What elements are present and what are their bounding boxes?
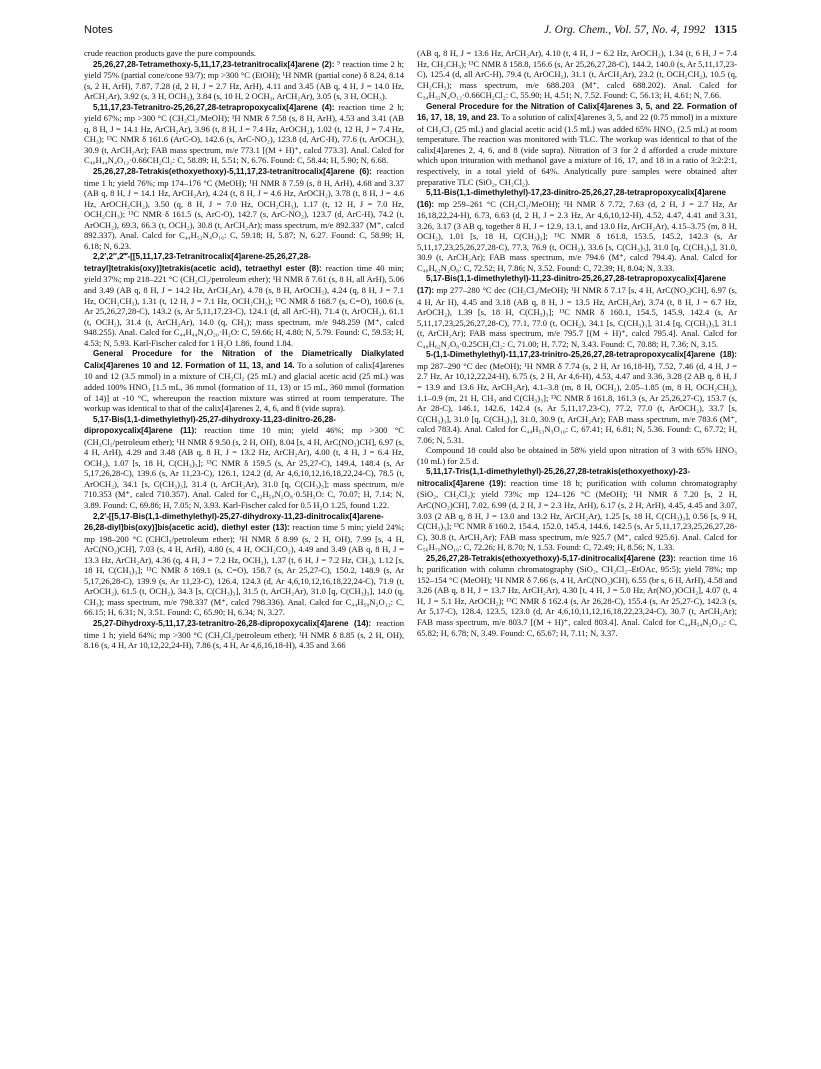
compound-heading: 2,2′,2″,2‴-[[5,11,17,23-Tetranitrocalix[4]arene-25,26,27,28-tetrayl]tetrakis(oxy)]tetrakis(acetic acid), tetraethyl ester (8): [84, 252, 322, 273]
paragraph-text: mp 277–280 °C dec (CH₂Cl₂/MeOH); ¹H NMR δ 7.17 [s, 4 H, ArC(NO₂)CH], 6.97 (s, 4 H, Ar H), 4.45 and 3.18 (AB q, 8 H, J = 13.5 Hz, ArCH₂Ar), 3.74 (t, 8 H, J = 6.7 Hz, ArOCH₂), 1.39 [s, 18 H, C(CH₃)₃]; ¹³C NMR δ 160.1, 154.5, 145.9, 142.4 (s, Ar 5,11,17,23,25,26,27,28-C), 77.1, 77.0 (t, OCH₂), 34.1 [s, C(CH₃)₃], 31.4 [q, C(CH₃)₃], 31.1 (t, ArCH₂Ar); FAB mass spectrum, m/e 795.7 [(M + H)⁺, calcd 795.4]. Anal. Calcd for C₄₈H₆₂N₂O₈·0.25CH₂Cl₂: C, 71.00; H, 7.72; N, 3.43. Found: C, 70.88; H, 7.36; N, 3.15. [417, 285, 737, 349]
compound-heading: 25,27-Dihydroxy-5,11,17,23-tetranitro-26,28-dipropoxycalix[4]arene (14): [93, 618, 372, 628]
paragraph-text: To a solution of calix[4]arenes 10 and 12 (3.5 mmol) in a mixture of CH₂Cl₂ (25 mL) and glacial acetic acid (25 mL) was added 100% HNO₃ [1.5 mL, 36 mmol (formation of 11, 13) or 15 mL, 360 mmol (formation of 14)] at -10 °C, whereupon the reaction mixture was stirred at room temperature. The workup was identical to that of the calix[4]arenes 2, 4, 6, and 8 (vide supra). [84, 359, 404, 414]
paragraph-text: reaction time 5 min; yield 24%; mp 198–200 °C (CHCl₃/petroleum ether); ¹H NMR δ 8.99 (s, 2 H, OH), 7.99 [s, 4 H, ArC(NO₂)CH], 7.03 (s, 4 H, ArH), 4.80 (s, 4 H, OCH₂CO₂), 4.49 and 3.49 (AB q, 8 H, J = 13.3 Hz, ArCH₂Ar), 4.36 (q, 4 H, J = 7.2 Hz, OCH₂), 1.37 (t, 6 H, J = 7.2 Hz, CH₃), 1.12 [s, 18 H, C(CH₃)₃]; ¹³C NMR δ 169.1 (s, C=O), 158.7 (s, Ar 25,27-C), 150.2, 148.9 (s, Ar 5,17,26,28-C), 139.9 (s, Ar 11,23-C), 126.4, 124.3 (d, Ar 4,6,10,12,16,18,22,24-C), 71.9 (t, ArOCH₂), 61.5 (t, OCH₂), 34.3 [s, C(CH₃)₃], 31.5 (t, ArCH₂Ar), 31.0 [q, C(CH₃)₃], 14.0 (q, CH₃); mass spectrum, m/e 798.337 (M⁺, calcd 798.336). Anal. Calcd for C₄₄H₅₀N₂O₁₂: C, 66.15; H, 6.31; N, 3.51. Found: C, 65.90; H, 6.34; N, 3.27. [84, 522, 404, 618]
compound-heading: 5,11-Bis(1,1-dimethylethyl)-17,23-dinitro-25,26,27,28-tetrapropoxycalix[4]arene (16): [417, 188, 727, 209]
right-column [417, 48, 737, 1048]
page-number: 1315 [714, 24, 737, 36]
paragraph [417, 101, 737, 187]
paragraph-text: (AB q, 8 H, J = 13.6 Hz, ArCH₂Ar), 4.10 (t, 4 H, J = 6.2 Hz, ArOCH₂), 1.34 (t, 6 H, J = 7.4 Hz, CH₂CH₃); ¹³C NMR δ 158.8, 156.6 (s, Ar 25,26,27,28-C), 144.2, 140.0 (s, Ar 5,11,17,23-C), 125.4 (d, all ArC-H), 79.4 (t, ArOCH₂), 31.1 (t, ArCH₂Ar), 23.2 (t, OCH₂CH₂), 10.5 (q, CH₂CH₃); mass spectrum, m/e 688.203 (M⁺, calcd 688.202). Anal. Calcd for C₃₄H₃₂N₄O₁₂·0.66CH₂Cl₂: C, 55.90; H, 4.51; N, 7.52. Found: C, 56.13; H, 4.61; N, 7.66. [417, 48, 737, 101]
paragraph-text: Compound 18 could also be obtained in 58% yield upon nitration of 3 with 65% HNO₃ (10 mL) for 2.5 d. [417, 445, 737, 466]
paragraph [84, 251, 404, 348]
journal-citation [544, 24, 737, 36]
paragraph [417, 445, 737, 466]
paragraph [84, 166, 404, 251]
compound-heading: 2,2′-[[5,17-Bis(1,1-dimethylethyl)-25,27-dihydroxy-11,23-dinitrocalix[4]arene-26,28-diyl]bis(oxy)]bis(acetic acid), diethyl ester (13): [84, 511, 384, 533]
paragraph-text: reaction time 1 h; yield 76%; mp 174–176 °C (MeOH); ¹H NMR δ 7.59 (s, 8 H, ArH), 4.68 and 3.37 (AB q, 8 H, J = 14.1 Hz, ArCH₂Ar), 4.24 (t, 8 H, J = 4.6 Hz, ArOCH₂), 3.78 (t, 8 H, J = 4.6 Hz, ArOCH₂CH₂), 3.50 (q, 8 H, J = 7.0 Hz, OCH₂CH₃), 1.17 (t, 12 H, J = 7.0 Hz, OCH₂CH₃); ¹³C NMR δ 161.5 (s, ArC-O), 142.7 (s, ArC-NO₂), 123.7 (d, ArC-H), 74.2 (t, ArOCH₂), 69.3, 66.3 (t, OCH₂), 30.8 (t, ArCH₂Ar); mass spectrum, m/e 892.337 (M⁺, calcd 892.337). Anal. Calcd for C₄₄H₅₂N₄O₁₆: C, 59.18; H, 5.87; N, 6.27. Found: C, 58.99; H, 6.18; N, 6.23. [84, 166, 404, 251]
paragraph [417, 273, 737, 349]
compound-heading: General Procedure for the Nitration of the Diametrically Dialkylated Calix[4]arenes 10 and 12. Formation of 11, 13, and 14. [84, 349, 404, 370]
paragraph [84, 348, 404, 413]
paragraph [84, 414, 404, 511]
compound-heading: General Procedure for the Nitration of Calix[4]arenes 3, 5, and 22. Formation of 16, 17, 18, 19, and 23. [417, 101, 737, 123]
paragraph-text: crude reaction products gave the pure compounds. [84, 48, 257, 58]
paragraph [417, 48, 737, 101]
journal-name: J. Org. Chem., [543, 24, 612, 36]
paragraph-text: reaction time 10 min; yield 46%; mp >300 °C (CH₂Cl₂/petroleum ether); ¹H NMR δ 9.50 (s, 2 H, OH), 8.04 [s, 4 H, ArC(NO₂)CH], 6.97 (s, 4 H, ArH), 4.29 and 3.48 (AB q, 8 H, J = 13.2 Hz, ArCH₂Ar), 4.00 (t, 4 H, J = 6.4 Hz, OCH₂), 1.07 [s, 18 H, C(CH₃)₃]; ¹³C NMR δ 159.5 (s, Ar 25,27-C), 149.4, 148.4 (s, Ar 5,17,26,28-C), 139.6 (s, Ar 11,23-C), 126.1, 124.2 (d, Ar 4,6,10,12,16,18,22,24-C), 78.5 (t, ArOCH₂), 34.1 [s, C(CH₃)₃], 31.4 (t, ArCH₂Ar), 31.0 [q, C(CH₃)₃]; mass spectrum, m/e 710.353 (M⁺, calcd 710.357). Anal. Calcd for C₄₂H₅₀N₂O₈·0.5H₂O: C, 70.07; H, 7.14; N, 3.89. Found: C, 69.86; H, 7.05; N, 3.93. Karl-Fischer calcd for 0.5 H₂O 1.25, found 1.22. [84, 425, 404, 510]
compound-heading: 5-(1,1-Dimethylethyl)-11,17,23-trinitro-25,26,27,28-tetrapropoxycalix[4]arene (18): [426, 350, 737, 360]
compound-heading: 5,17-Bis(1,1-dimethylethyl)-25,27-dihydroxy-11,23-dinitro-26,28-dipropoxycalix[4]arene (11): [84, 414, 336, 436]
paragraph [84, 618, 404, 651]
journal-volume: Vol. 57, No. 4, 1992 [614, 24, 706, 36]
paragraph-text: mp 287–290 °C dec (MeOH); ¹H NMR δ 7.74 (s, 2 H, Ar 16,18-H), 7.52, 7.46 (d, 4 H, J = 2.7 Hz, Ar 10,12,22,24-H), 6.75 (s, 2 H, Ar 4,6-H), 4.53, 4.47 and 3.36, 3.28 (2 AB q, 8 H, J = 13.9 and 13.6 Hz, ArCH₂Ar), 4.1–3.8 (m, 8 H, OCH₂), 2.05–1.85 (m, 8 H, OCH₂CH₂), 1.1–0.9 (m, 21 H, CH₃ and C(CH₃)₃]; ¹³C NMR δ 161.8, 161.3 (s, Ar 25,26,27-C), 153.7 (s, Ar 28-C), 146.1, 142.6, 142.4 (s, Ar 5,11,17,23-C), 77.2, 77.0 (t, ArOCH₂), 33.7 [s, C(CH₃)₃], 31.0 [q, C(CH₃)₃], 31.0, 30.9 (t, ArCH₂Ar); FAB mass spectrum, m/e 783.6 (M⁺, calcd 783.4). Anal. Calcd for C₄₄H₅₃N₃O₁₀: C, 67.41; H, 6.81; N, 5.36. Found: C, 67.72; H, 7.06; N, 5.31. [417, 360, 737, 445]
paragraph [417, 349, 737, 445]
paragraph-text: reaction time 16 h; purification with column chromatography (SiO₂, CH₂Cl₂–EtOAc, 95:5); yield 78%; mp 152–154 °C (MeOH); ¹H NMR δ 7.66 (s, 4 H, ArC(NO₂)CH), 6.55 (br s, 6 H, ArH), 4.58 and 3.26 (AB q, 8 H, J = 13.7 Hz, ArCH₂Ar), 4.30 [t, 4 H, J = 5.0 Hz, Ar(NO₂)OCH₂], 4.07 (t, 4 H, J = 5.1 Hz, ArOCH₂); ¹³C NMR δ 162.4 (s, Ar 26,28-C), 155.4 (s, Ar 25,27-C), 142.3 (s, Ar 5,17-C), 128.4, 123.5, 123.0 (d, Ar 4,6,10,11,12,16,18,22,23,24-C), 30.7 (t, ArCH₂Ar); FAB mass spectrum, m/e 803.7 [(M + H)⁺, calcd 803.4]. Anal. Calcd for C₄₄H₅₄N₂O₁₂: C, 65.82; H, 6.78; N, 3.49. Found: C, 65.67; H, 7.11; N, 3.37. [417, 552, 737, 638]
compound-heading: 5,11,17,23-Tetranitro-25,26,27,28-tetrapropoxycalix[4]arene (4): [93, 102, 335, 112]
compound-heading: 25,26,27,28-Tetrakis(ethoxyethoxy)-5,17-dinitrocalix[4]arene (23): [426, 553, 676, 563]
compound-heading: 5,17-Bis(1,1-dimethylethyl)-11,23-dinitro-25,26,27,28-tetrapropoxycalix[4]arene (17): [417, 274, 727, 296]
paragraph [417, 553, 737, 638]
paragraph-text: To a solution of calix[4]arenes 3, 5, and 22 (0.75 mmol) in a mixture of CH₂Cl₂ (25 mL) and glacial acetic acid (1.5 mL) was added 65% HNO₃ (2.5 mL) at room temperature. The reaction was monitored with TLC. The workup was identical to that of the calix[4]arenes 2, 4, 6, and 8 (vide supra). Nitration of 3 for 2 d afforded a crude mixture which upon trituration with methanol gave a mixture of 16, 17, and 18 in a ratio of 3:2:2:1, respectively, in a total yield of 64%. Analytically pure samples were obtained after preparative TLC (SiO₂, CH₂Cl₂). [417, 112, 737, 187]
paragraph-text: reaction time 18 h; purification with column chromatography (SiO₂, CH₂Cl₂); yield 73%; mp 124–126 °C (MeOH); ¹H NMR δ 7.20 [s, 2 H, ArC(NO₂)CH], 7.02, 6.99 (d, 2 H, J = 2.3 Hz, ArH), 6.17 (s, 2 H, ArH), 4.45, 4.45 and 3.07, 3.03 (2 AB q, 8 H, J = 13.0 and 13.2 Hz, ArCH₂Ar), 1.25 [s, 18 H, C(CH₃)₃], 0.56 [s, 9 H, C(CH₃)₃]; ¹³C NMR δ 160.2, 154.4, 152.0, 145.4, 144.6, 142.5 (s, Ar 5,11,17,23,25,26,27,28-C), 30.8 (t, ArCH₂Ar); FAB mass spectrum, m/e 925.7 (M⁺, calcd 925.6). Anal. Calcd for C₅₆H₇₉NO₁₀: C, 72.26; H, 8.70; N, 1.53. Found: C, 72.49; H, 8.56; N, 1.33. [417, 477, 737, 553]
paragraph [417, 187, 737, 273]
paragraph [84, 59, 404, 102]
compound-heading: 25,26,27,28-Tetrakis(ethoxyethoxy)-5,11,17,23-tetranitrocalix[4]arene (6): [93, 167, 372, 177]
paragraph [84, 511, 404, 618]
paragraph [84, 102, 404, 166]
paragraph-text: reaction time 1 h; yield 64%; mp >300 °C (CH₂Cl₂/petroleum ether); ¹H NMR δ 8.85 (s, 2 H, OH), 8.16 (s, 4 H, Ar 10,12,22,24-H), 7.86 (s, 4 H, Ar 4,6,16,18-H), 4.35 and 3.66 [84, 617, 404, 651]
page-header [84, 24, 737, 40]
section-label: Notes [84, 24, 113, 36]
paragraph-text: reaction time 2 h; yield 67%; mp >300 °C (CH₂Cl₂/MeOH); ¹H NMR δ 7.58 (s, 8 H, ArH), 4.53 and 3.41 (AB q, 8 H, J = 14.1 Hz, ArCH₂Ar), 3.96 (t, 8 H, J = 7.4 Hz, ArOCH₂), 1.02 (t, 12 H, J = 7.4 Hz, CH₃); ¹³C NMR δ 161.6 (ArC-O), 142.6 (s, ArC-NO₂), 123.8 (d, ArC-H), 77.6 (t, ArOCH₂), 30.9 (t, ArCH₂Ar); FAB mass spectrum, m/e 773.1 [(M + H)⁺, calcd 773.3]. Anal. Calcd for C₄₀H₄₄N₄O₁₂·0.66CH₂Cl₂: C, 58.89; H, 5.51; N, 6.76. Found: C, 58.44; H, 5.90; N, 6.68. [84, 101, 404, 166]
compound-heading: 25,26,27,28-Tetramethoxy-5,11,17,23-tetranitrocalix[4]arene (2): [93, 59, 335, 69]
left-column [84, 48, 404, 1048]
paragraph [84, 48, 404, 59]
compound-heading: 5,11,17-Tris(1,1-dimethylethyl)-25,26,27,28-tetrakis(ethoxyethoxy)-23-nitrocalix[4]arene (19): [417, 467, 691, 488]
paragraph-text: ⁹ reaction time 2 h; yield 75% (partial cone/cone 93/7); mp >300 °C (EtOH); ¹H NMR (partial cone) δ 8.24, 8.14 (s, 2 H, ArH), 7.87, 7.28 (d, 2 H, J = 2.7 Hz, ArH), 4.11 and 3.45 (AB q, 4 H, J = 14.0 Hz, ArCH₂Ar), 3.92 (s, 3 H, OCH₃), 3.84 (s, 10 H, 2 OCH₃, ArCH₂Ar), 3.05 (s, 3 H, OCH₃). [84, 58, 404, 102]
paragraph-text: mp 259–261 °C (CH₂Cl₂/MeOH); ¹H NMR δ 7.72, 7.63 (d, 2 H, J = 2.7 Hz, Ar 16,18,22,24-H), 6.73, 6.63 (d, 2 H, J = 2.3 Hz, Ar 4,6,10,12-H), 4.52, 4.47, 4.41 and 3.31, 3.26, 3.17 (3 AB q, together 8 H, J = 12.9, 13.1, and 13.0 Hz, ArCH₂Ar), 4.15–3.75 (m, 8 H, OCH₂), 1.01 [s, 18 H, C(CH₃)₃]; ¹³C NMR δ 161.8, 153.5, 145.2, 142.3 (s, Ar 5,11,17,23,25,26,27,28-C), 77.3, 76.9 (t, OCH₂), 33.6 [s, C(CH₃)₃], 31.0 [q, C(CH₃)₃], 31.0, 30.9 (t, ArCH₂Ar); FAB mass spectrum, m/e 794.6 (M⁺, calcd 794.4). Anal. Calcd for C₄₈H₆₂N₂O₈: C, 72.52; H, 7.86; N, 3.52. Found: C, 72.39; H, 8.04; N, 3.33. [417, 198, 737, 273]
paragraph [417, 466, 737, 552]
paragraph-text: reaction time 40 min; yield 37%; mp 218–221 °C (CH₂Cl₂/petroleum ether); ¹H NMR δ 7.61 (s, 8 H, all ArH), 5.06 and 3.49 (AB q, 8 H, J = 14.2 Hz, ArCH₂Ar), 4.78 (s, 8 H, ArOCH₂), 4.24 (q, 8 H, J = 7.1 Hz, OCH₂CH₃), 1.31 (t, 12 H, J = 7.1 Hz, OCH₂CH₃); ¹³C NMR δ 168.7 (s, C=O), 160.6 (s, Ar 25,26,27,28-C), 143.2 (s, Ar 5,11,17,23-C), 124.1 (d, all ArC-H), 71.4 (t, ArOCH₂), 61.1 (t, OCH₂), 31.4 (t, ArCH₂Ar), 14.0 (q, CH₃); mass spectrum, m/e 948.259 (M⁺, calcd 948.255). Anal. Calcd for C₄₄H₄₄N₄O₂₀·H₂O: C, 59.66; H, 4.80; N, 5.79. Found: C, 59.53; H, 4.53; N, 5.93. Karl-Fischer calcd for 1 H₂O 1.86, found 1.84. [84, 262, 404, 348]
